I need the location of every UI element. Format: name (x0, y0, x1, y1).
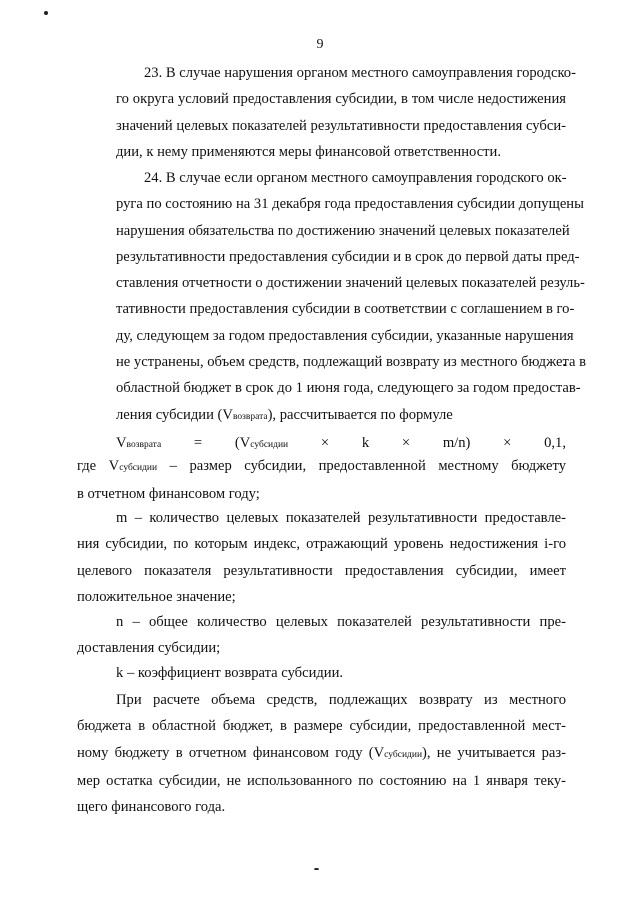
paragraph-final (77, 687, 566, 820)
text-line (77, 453, 566, 481)
text-fragment: ления субсидии (V (116, 406, 233, 423)
definition-m (77, 505, 566, 610)
text-fragment: ), не учитывается раз- (422, 744, 567, 761)
subscript: субсидии (119, 463, 158, 473)
paragraph-23 (116, 60, 576, 165)
text-fragment: – размер субсидии, предоставленной местному бюджету (157, 458, 566, 474)
text-line: тативности предоставления субсидии в соответствии с соглашением в го- (116, 301, 575, 318)
formula-text: = (V (161, 434, 251, 451)
scan-speck (314, 868, 319, 870)
text-line: руга по состоянию на 31 декабря года предоставления субсидии допущены (116, 196, 584, 213)
text-line: бюджета в областной бюджет, в размере субсидии, предоставленной мест- (77, 718, 566, 735)
text-line: 24. В случае если органом местного самоуправления городского ок- (144, 170, 567, 186)
text-line: доставления субсидии; (77, 640, 221, 657)
subscript: возврата (232, 411, 268, 422)
text-line: значений целевых показателей результативности предоставления субси- (116, 117, 566, 134)
scan-speck (44, 11, 48, 15)
text-line: ния субсидии, по которым индекс, отражающий уровень недостижения i-го (77, 536, 566, 553)
text-line: При расчете объема средств, подлежащих возврату из местного (116, 692, 566, 708)
text-line: 23. В случае нарушения органом местного самоуправления городско- (144, 65, 576, 81)
text-line (77, 740, 566, 768)
text-line: k – коэффициент возврата субсидии. (116, 665, 344, 681)
definition-k (77, 660, 566, 686)
formula-text: × k × m/n) × 0,1, (288, 434, 566, 451)
text-line: n – общее количество целевых показателей результативности пре- (116, 614, 566, 630)
text-line: нарушения обязательства по достижению значений целевых показателей (116, 222, 570, 239)
subscript: возврата (126, 439, 162, 450)
text-line: m – количество целевых показателей результативности предоставле- (116, 510, 566, 526)
text-line: в отчетном финансовом году; (77, 486, 260, 503)
text-line: не устранены, объем средств, подлежащий возврату из местного бюджета в (116, 354, 587, 371)
text-line: дии, к нему применяются меры финансовой ответственности. (116, 143, 502, 160)
subscript: субсидии (250, 439, 289, 450)
text-line: го округа условий предоставления субсидии, в том числе недостижения (116, 91, 566, 108)
text-line: целевого показателя результативности предоставления субсидии, имеет (77, 562, 566, 579)
definition-v (77, 453, 566, 508)
definition-n (77, 609, 566, 662)
text-line: ду, следующем за годом предоставления субсидии, указанные нарушения (116, 327, 574, 344)
paragraph-24 (116, 165, 587, 458)
page-number: 9 (316, 37, 324, 52)
text-line: результативности предоставления субсидии и в срок до первой даты пред- (116, 248, 580, 265)
text-fragment: ), рассчитывается по формуле (267, 406, 453, 423)
text-line: ставления отчетности о достижении значений целевых показателей резуль- (116, 275, 585, 292)
text-line: щего финансового года. (77, 799, 226, 816)
text-line: областной бюджет в срок до 1 июня года, следующего за годом предостав- (116, 380, 581, 397)
text-fragment: где V (77, 458, 120, 474)
text-line: мер остатка субсидии, не использованного по состоянию на 1 января теку- (77, 772, 566, 789)
subscript: субсидии (384, 749, 423, 760)
text-line: положительное значение; (77, 588, 236, 605)
text-fragment: ному бюджету в отчетном финансовом году (V (77, 744, 385, 761)
formula-symbol: V (116, 434, 127, 451)
text-line (116, 402, 566, 430)
